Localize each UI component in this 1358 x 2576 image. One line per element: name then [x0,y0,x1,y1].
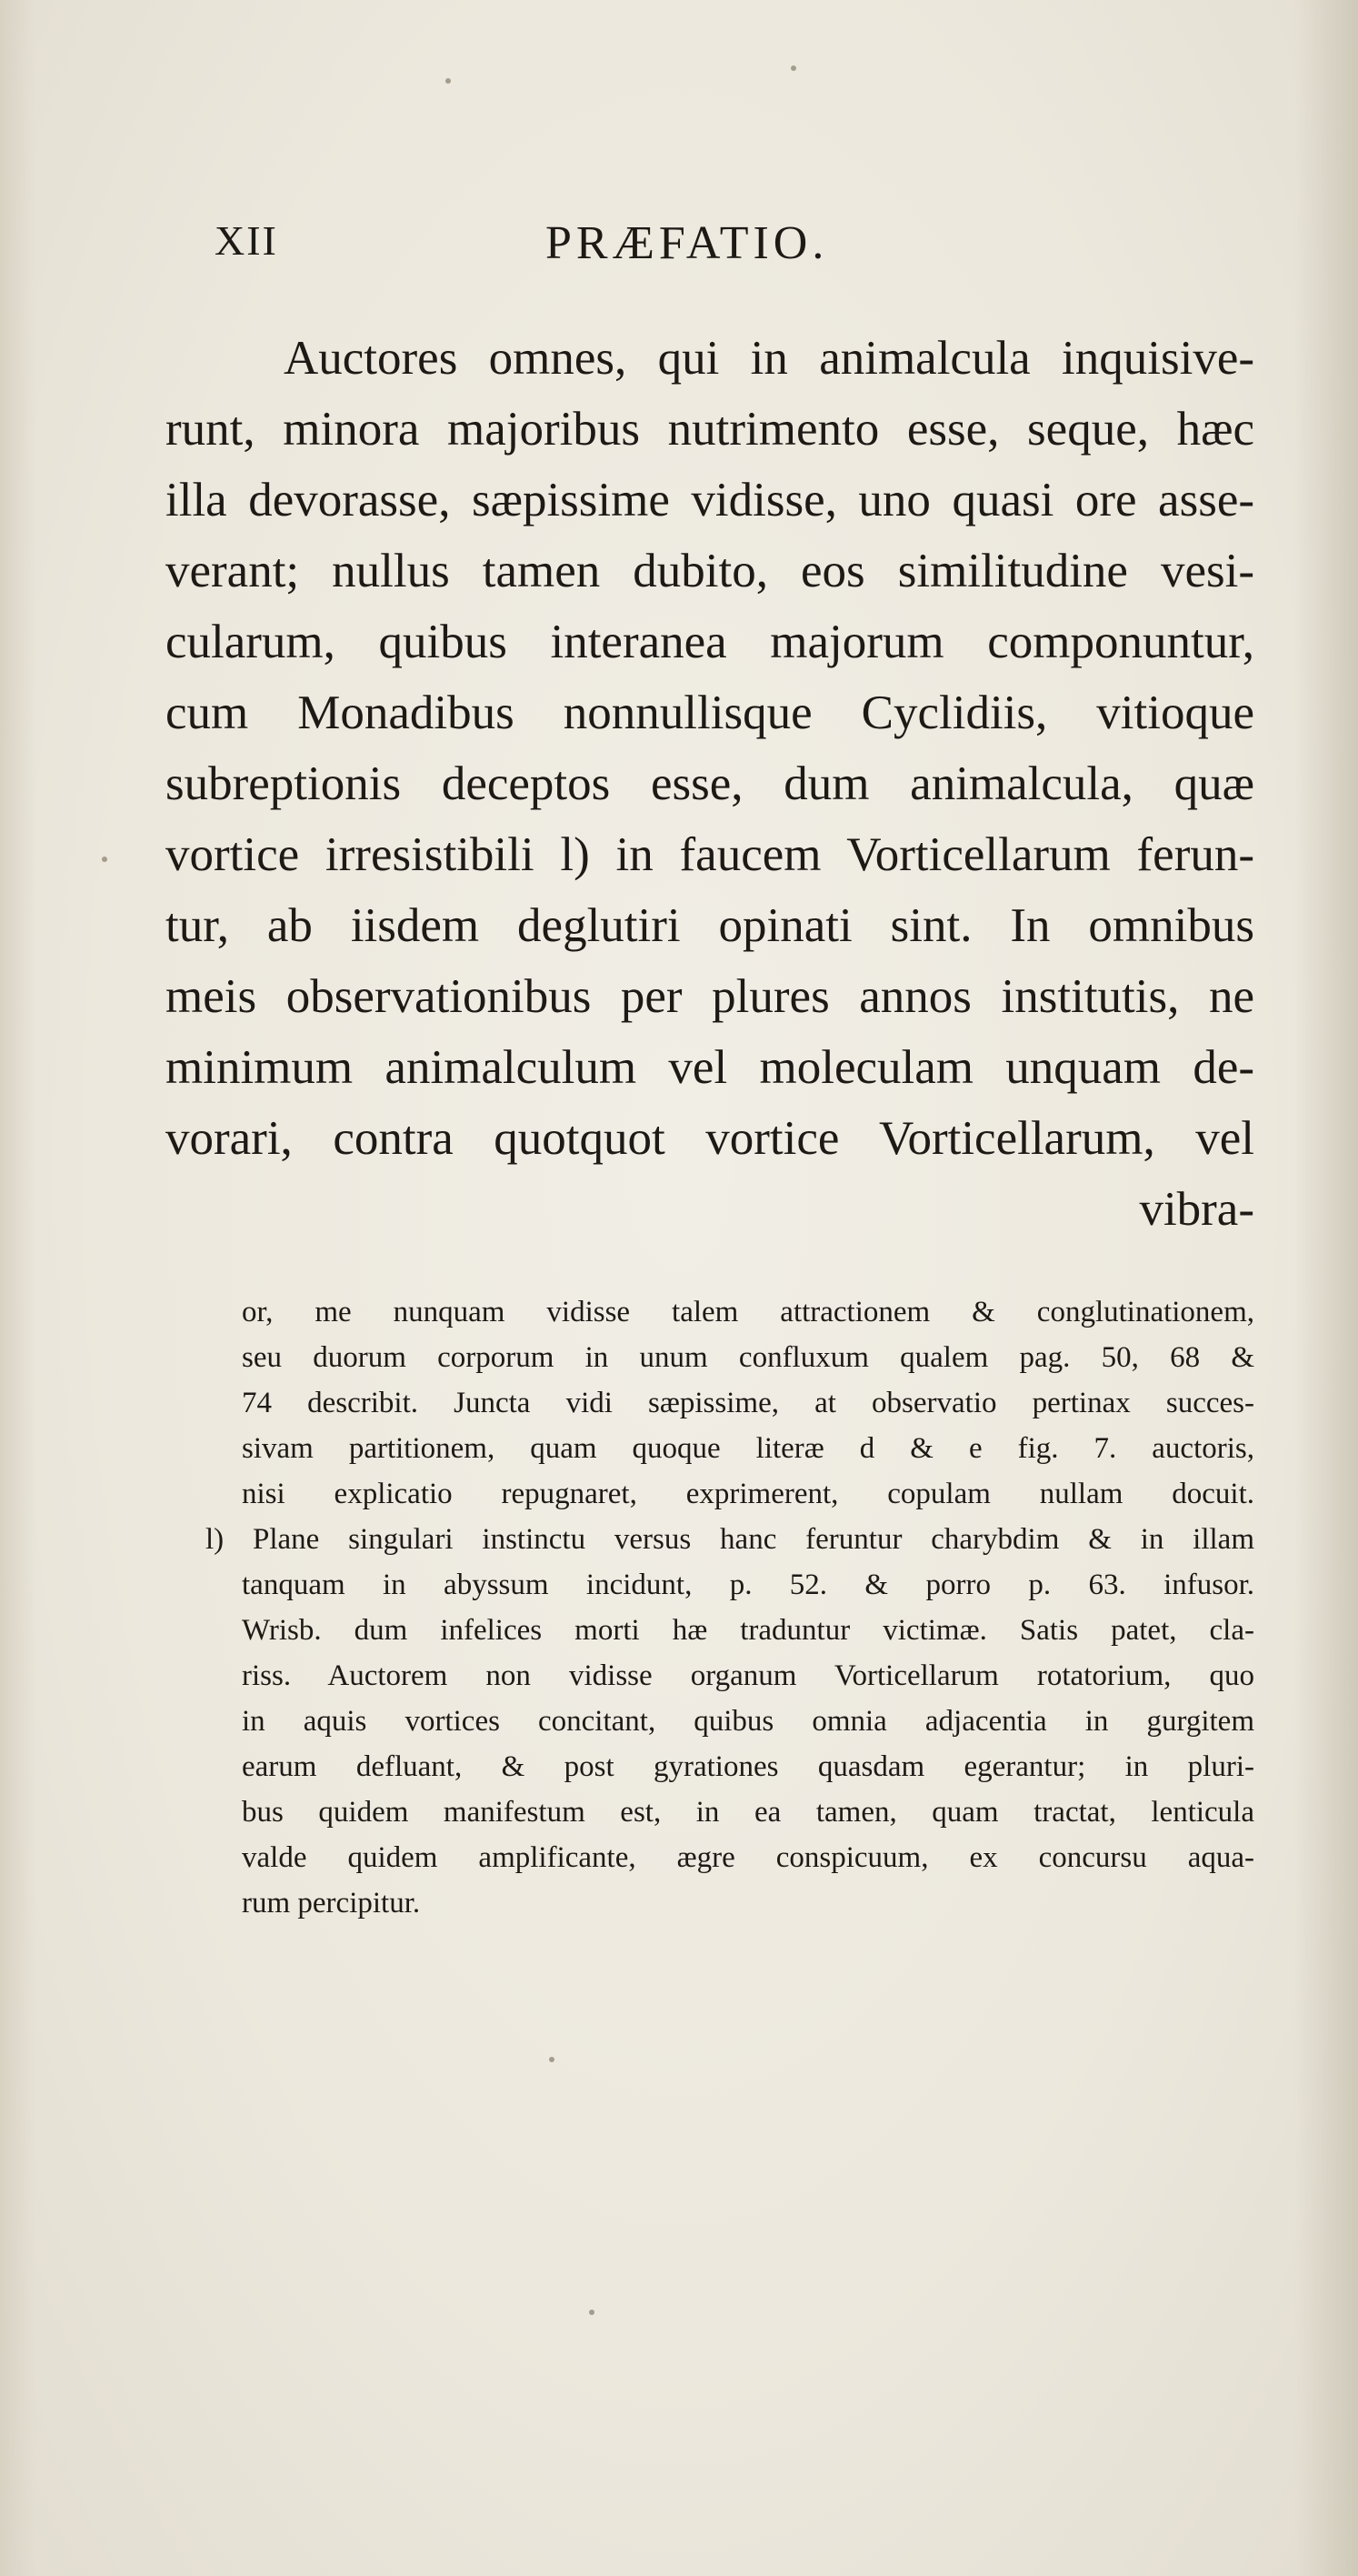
text-line: subreptionis deceptos esse, dum animalcula, quæ [165,757,1254,810]
footnotes-block [205,1289,1254,1926]
text-line: meis observationibus per plures annos institutis, ne [165,970,1254,1023]
text-line: cum Monadibus nonnullisque Cyclidiis, vitioque [165,687,1254,739]
footnote-line: earum defluant, & post gyrationes quasdam egerantur; in pluri- [242,1750,1254,1783]
footnote-line: riss. Auctorem non vidisse organum Vorticellarum rotatorium, quo [242,1659,1254,1692]
footnote-line: or, me nunquam vidisse talem attractionem & conglutinationem, [242,1296,1254,1328]
text-line: illa devorasse, sæpissime vidisse, uno quasi ore asse- [165,474,1254,526]
page-edge-shadow-left [0,0,36,2576]
text-line: vorari, contra quotquot vortice Vorticellarum, vel [165,1112,1254,1165]
footnote-line: 74 describit. Juncta vidi sæpissime, at observatio pertinax succes- [242,1387,1254,1419]
footnote-line: Wrisb. dum infelices morti hæ traduntur victimæ. Satis patet, cla- [242,1614,1254,1647]
running-title: PRÆFATIO. [545,217,829,269]
paper-speck [791,65,796,71]
footnote-line: valde quidem amplificante, ægre conspicuum, ex concursu aqua- [242,1841,1254,1874]
text-line: runt, minora majoribus nutrimento esse, seque, hæc [165,403,1254,456]
paper-speck [102,857,107,862]
page-edge-shadow-right [1294,0,1358,2576]
footnote-line-marked: l) Plane singulari instinctu versus hanc feruntur charybdim & in illam [205,1523,1254,1556]
paper-speck [589,2310,594,2315]
footnote-line: nisi explicatio repugnaret, exprimerent, copulam nullam docuit. [242,1478,1254,1510]
text-line: tur, ab iisdem deglutiri opinati sint. In omnibus [165,899,1254,952]
page-header [0,216,1358,280]
main-text-block [165,323,1254,1245]
page-number: XII [215,217,278,264]
footnote-line: sivam partitionem, quam quoque literæ d & e fig. 7. auctoris, [242,1432,1254,1465]
text-line: verant; nullus tamen dubito, eos similitudine vesi- [165,545,1254,597]
footnote-line: bus quidem manifestum est, in ea tamen, quam tractat, lenticula [242,1796,1254,1829]
footnote-line: in aquis vortices concitant, quibus omnia adjacentia in gurgitem [242,1705,1254,1738]
text-line: cularum, quibus interanea majorum componuntur, [165,616,1254,668]
footnote-line: seu duorum corporum in unum confluxum qualem pag. 50, 68 & [242,1341,1254,1374]
footnote-line: rum percipitur. [242,1887,421,1919]
text-line: vortice irresistibili l) in faucem Vorticellarum ferun- [165,828,1254,881]
paper-speck [445,78,451,84]
paper-speck [549,2057,554,2062]
catchword: vibra- [1139,1183,1254,1236]
footnote-line: tanquam in abyssum incidunt, p. 52. & porro p. 63. infusor. [242,1569,1254,1601]
text-line: minimum animalculum vel moleculam unquam de- [165,1041,1254,1094]
text-line: Auctores omnes, qui in animalcula inquisive- [284,332,1254,385]
